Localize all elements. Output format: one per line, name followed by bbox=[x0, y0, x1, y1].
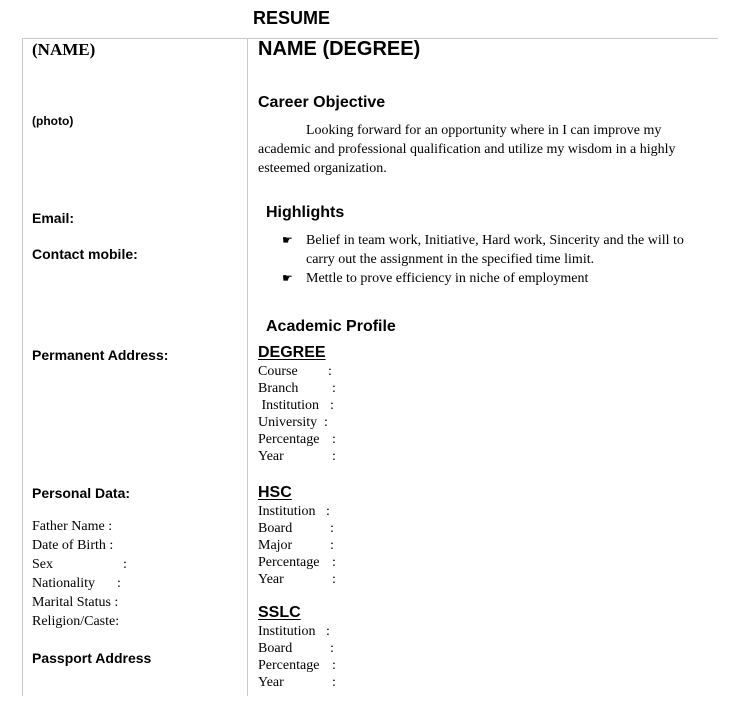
academic-profile-heading: Academic Profile bbox=[266, 318, 396, 335]
degree-field-branch bbox=[258, 380, 378, 397]
career-objective-text: Looking forward for an opportunity where in I can improve my academic and professional qualification and utilize my wisdom in a highly esteemed organization. bbox=[258, 123, 676, 176]
column-divider bbox=[247, 38, 248, 696]
document-title: RESUME bbox=[253, 8, 331, 28]
hsc-field-percentage bbox=[258, 554, 378, 571]
field-colon: : bbox=[330, 398, 334, 413]
name-degree-heading: NAME (DEGREE) bbox=[258, 38, 421, 60]
photo-placeholder: (photo) bbox=[32, 114, 74, 128]
field-colon: : bbox=[328, 364, 332, 379]
sslc-field-percentage bbox=[258, 657, 378, 674]
field-label: Institution bbox=[258, 504, 316, 519]
field-colon: : bbox=[330, 538, 334, 553]
personal-data-heading: Personal Data: bbox=[32, 485, 131, 501]
field-label: Nationality bbox=[32, 576, 95, 591]
field-label: Father Name : bbox=[32, 519, 113, 534]
degree-field-institution bbox=[258, 397, 378, 414]
hsc-field-board bbox=[258, 520, 378, 537]
field-colon: : bbox=[332, 449, 336, 464]
table-left-border bbox=[22, 38, 23, 696]
field-label: Marital Status : bbox=[32, 595, 119, 610]
personal-field-marital-status bbox=[32, 593, 152, 612]
field-label: Percentage bbox=[258, 555, 320, 570]
field-label: Course bbox=[258, 364, 298, 379]
field-colon: : bbox=[332, 675, 336, 690]
field-label: Branch bbox=[258, 381, 299, 396]
field-colon: : bbox=[332, 658, 336, 673]
sslc-field-board bbox=[258, 640, 378, 657]
hsc-field-year bbox=[258, 571, 378, 588]
personal-field-date-of-birth bbox=[32, 536, 152, 555]
personal-field-father-name bbox=[32, 517, 152, 536]
personal-field-nationality bbox=[32, 574, 152, 593]
passport-address-label: Passport Address bbox=[32, 650, 152, 666]
pointing-hand-icon: ☛ bbox=[282, 271, 293, 285]
sslc-heading: SSLC bbox=[258, 604, 301, 621]
field-label: Institution bbox=[258, 624, 316, 639]
degree-field-year bbox=[258, 448, 378, 465]
field-label: Percentage bbox=[258, 432, 320, 447]
field-colon: : bbox=[117, 576, 121, 591]
pointing-hand-icon: ☛ bbox=[282, 233, 293, 247]
field-label: Year bbox=[258, 572, 284, 587]
field-colon: : bbox=[332, 555, 336, 570]
hsc-field-major bbox=[258, 537, 378, 554]
field-label: Institution bbox=[258, 398, 320, 413]
field-colon: : bbox=[332, 432, 336, 447]
email-label: Email: bbox=[32, 210, 75, 226]
field-label: Board bbox=[258, 521, 293, 536]
field-label: University bbox=[258, 415, 318, 430]
permanent-address-label: Permanent Address: bbox=[32, 347, 169, 363]
field-label: Date of Birth : bbox=[32, 538, 114, 553]
highlight-item: Mettle to prove efficiency in niche of employment bbox=[306, 271, 589, 286]
field-colon: : bbox=[332, 572, 336, 587]
personal-field-sex bbox=[32, 555, 152, 574]
sslc-field-year bbox=[258, 674, 378, 691]
field-colon: : bbox=[326, 504, 330, 519]
highlights-heading: Highlights bbox=[266, 204, 345, 221]
degree-field-percentage bbox=[258, 431, 378, 448]
hsc-heading: HSC bbox=[258, 484, 292, 501]
sslc-field-institution bbox=[258, 623, 378, 640]
field-label: Major bbox=[258, 538, 293, 553]
field-colon: : bbox=[326, 624, 330, 639]
field-label: Year bbox=[258, 675, 284, 690]
sidebar-name: (NAME) bbox=[32, 40, 96, 59]
degree-field-course bbox=[258, 363, 378, 380]
field-colon: : bbox=[324, 415, 328, 430]
field-label: Religion/Caste: bbox=[32, 614, 120, 629]
personal-field-religion-caste bbox=[32, 612, 152, 631]
degree-field-university bbox=[258, 414, 378, 431]
field-label: Year bbox=[258, 449, 284, 464]
field-label: Board bbox=[258, 641, 293, 656]
field-label: Percentage bbox=[258, 658, 320, 673]
degree-heading: DEGREE bbox=[258, 344, 326, 361]
hsc-field-institution bbox=[258, 503, 378, 520]
field-colon: : bbox=[123, 557, 127, 572]
highlight-item: Belief in team work, Initiative, Hard work, Sincerity and the will to carry out the assignment in the specified time limit. bbox=[306, 233, 684, 267]
field-colon: : bbox=[330, 521, 334, 536]
field-colon: : bbox=[330, 641, 334, 656]
contact-mobile-label: Contact mobile: bbox=[32, 246, 138, 262]
career-objective-heading: Career Objective bbox=[258, 94, 386, 111]
field-label: Sex bbox=[32, 557, 53, 572]
field-colon: : bbox=[332, 381, 336, 396]
